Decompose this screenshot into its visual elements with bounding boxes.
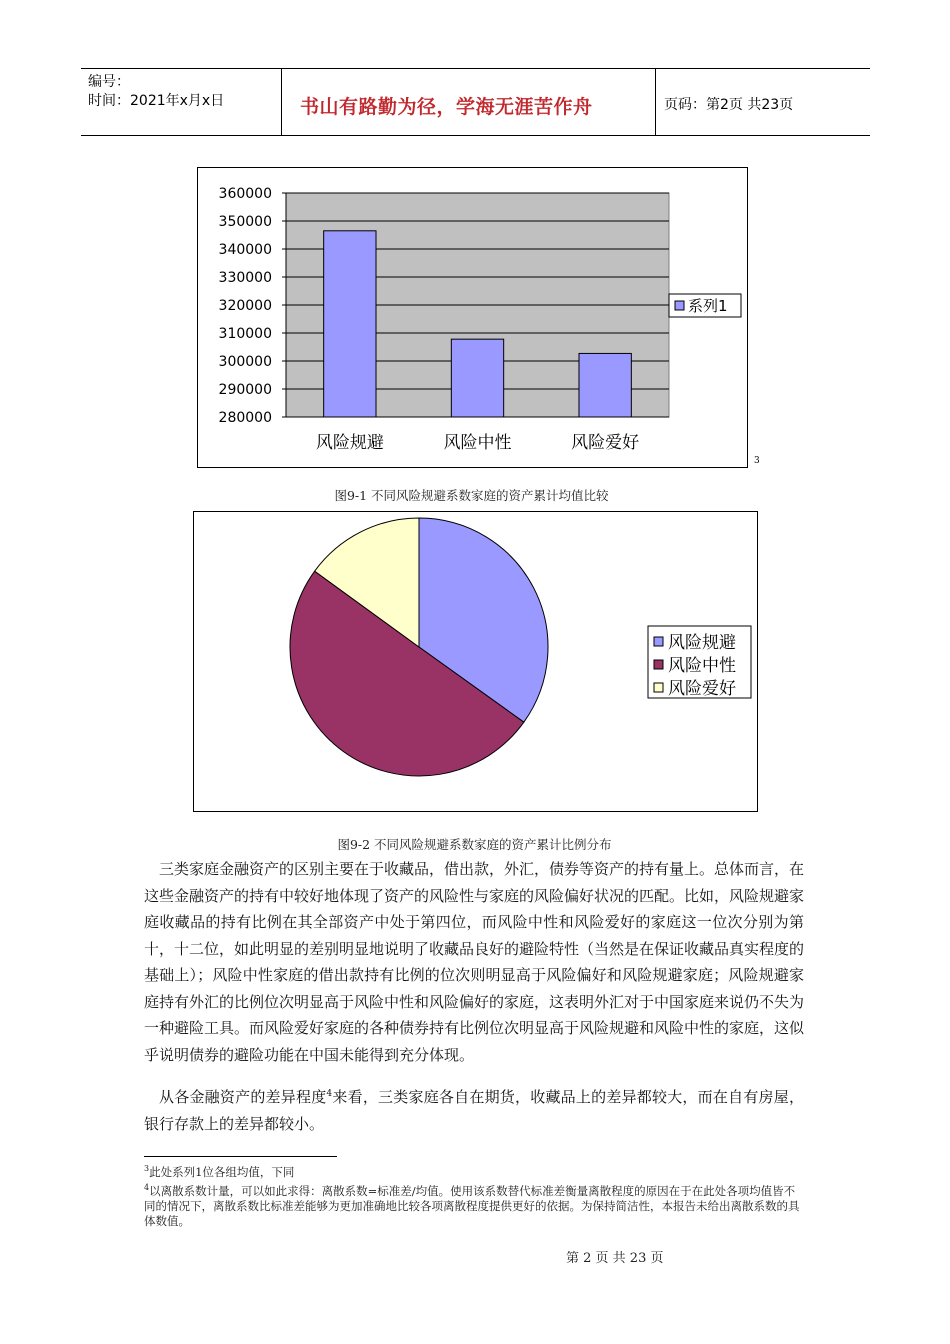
y-tick-label: 320000	[218, 298, 272, 314]
legend-label: 风险中性	[668, 656, 736, 676]
header-top-rule	[81, 68, 870, 69]
figure-caption-9-2: 图9-2 不同风险规避系数家庭的资产累计比例分布	[337, 837, 612, 852]
legend-swatch	[654, 683, 663, 692]
x-tick-label: 风险爱好	[571, 433, 640, 453]
figure-caption-9-1: 图9-1 不同风险规避系数家庭的资产累计均值比较	[334, 488, 609, 503]
y-tick-label: 310000	[218, 326, 272, 342]
y-tick-label: 330000	[218, 270, 272, 286]
chart-footnote-marker: 3	[754, 456, 760, 466]
footnote-mark: 4	[144, 1183, 150, 1192]
legend-swatch	[654, 660, 663, 669]
body-paragraph-text: 从各金融资产的差异程度	[159, 1088, 327, 1106]
body-paragraph-text: 来看，三类家庭各自在期货，收藏品上的差异都较大，而在自有房屋，银行存款上的差异都较小。	[144, 1088, 804, 1133]
header-divider	[655, 68, 656, 136]
y-tick-label: 280000	[218, 410, 272, 426]
bar-chart-frame	[197, 167, 748, 468]
y-tick-label: 300000	[218, 354, 272, 370]
pie-chart	[194, 512, 757, 811]
x-tick-label: 风险规避	[315, 433, 384, 453]
legend-swatch	[675, 301, 684, 310]
body-paragraph	[144, 1081, 804, 1137]
footnote-mark: 3	[144, 1164, 150, 1173]
footnote-separator	[144, 1156, 337, 1157]
pie-chart-frame	[193, 511, 758, 812]
bar	[451, 339, 503, 417]
header-motto: 书山有路勤为径，学海无涯苦作舟	[300, 96, 593, 118]
y-tick-label: 290000	[218, 382, 272, 398]
legend-label: 风险规避	[668, 633, 736, 653]
header-divider	[281, 68, 282, 136]
header-bottom-rule	[81, 135, 870, 136]
legend-label: 风险爱好	[668, 679, 736, 699]
y-tick-label: 340000	[218, 242, 272, 258]
footnote-3	[144, 1161, 804, 1180]
body-paragraph: 三类家庭金融资产的区别主要在于收藏品，借出款，外汇，债券等资产的持有量上。总体而言，在这些金融资产的持有中较好地体现了资产的风险性与家庭的风险偏好状况的匹配。比如，风险规避家庭收藏品的持有比例在其全部资产中处于第四位，而风险中性和风险爱好的家庭这一位次分别为第十，十二位，如此明显的差别明显地说明了收藏品良好的避险特性（当然是在保证收藏品真实程度的基础上）；风险中性家庭的借出款持有比例的位次则明显高于风险偏好和风险规避家庭；风险规避家庭持有外汇的比例位次明显高于风险中性和风险偏好的家庭，这表明外汇对于中国家庭来说仍不失为一种避险工具。而风险爱好家庭的各种债券持有比例位次明显高于风险规避和风险中性的家庭，这似乎说明债券的避险功能在中国未能得到充分体现。	[144, 860, 805, 1064]
y-tick-label: 360000	[218, 186, 272, 202]
y-tick-label: 350000	[218, 214, 272, 230]
x-tick-label: 风险中性	[443, 433, 512, 453]
document-number-label: 编号：	[88, 74, 130, 90]
bar-chart	[198, 168, 747, 467]
footnote-text: 此处系列1位各组均值，下同	[149, 1164, 295, 1179]
legend-swatch	[654, 637, 663, 646]
bar	[579, 353, 631, 417]
footnote-4	[144, 1180, 804, 1229]
document-date-label: 时间：2021年x月x日	[88, 93, 225, 109]
header-page-label: 页码：第2页 共23页	[664, 97, 794, 113]
page-footer: 第 2 页 共 23 页	[566, 1251, 664, 1266]
footnote-text: 以离散系数计量，可以如此求得：离散系数=标准差/均值。使用该系数替代标准差衡量离散程度的原因在于在此处各项均值皆不同的情况下，离散系数比标准差能够为更加准确地比较各项离散程度提供更好的依据。为保持简洁性，本报告未给出离散系数的具体数值。	[144, 1183, 800, 1228]
bar	[324, 231, 376, 417]
footnote-reference: 4	[326, 1089, 333, 1099]
legend-label: 系列1	[688, 297, 728, 315]
